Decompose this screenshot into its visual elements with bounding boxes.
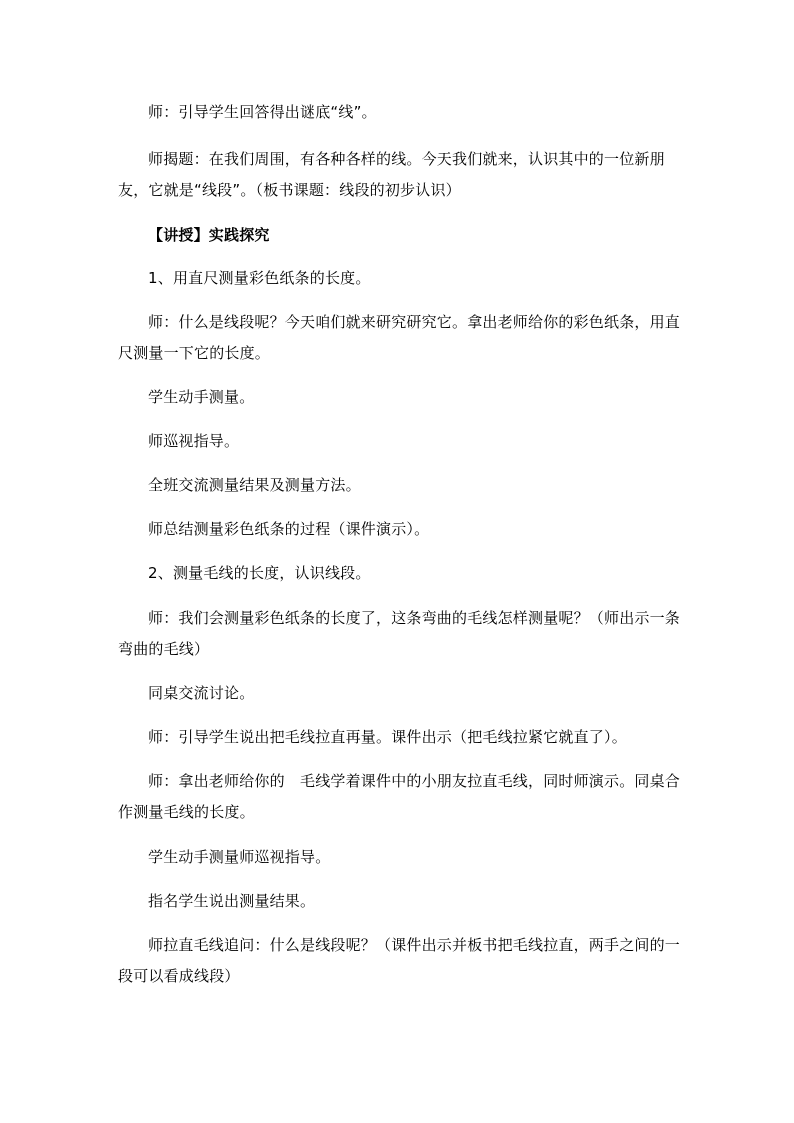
paragraph-1: 师：引导学生回答得出谜底“线”。 (148, 103, 377, 121)
paragraph-8: 师：我们会测量彩色纸条的长度了，这条弯曲的毛线怎样测量呢？（师出示一条弯曲的毛线） (118, 609, 681, 658)
paragraph-2: 师揭题：在我们周围，有各种各样的线。今天我们就来，认识其中的一位新朋友，它就是“线段”。（板书课题：线段的初步认识） (118, 150, 665, 199)
paragraph-3: 师：什么是线段呢？今天咱们就来研究研究它。拿出老师给你的彩色纸条，用直尺测量一下它的长度。 (118, 313, 681, 362)
paragraph-5: 师巡视指导。 (148, 432, 240, 450)
paragraph-10: 师：引导学生说出把毛线拉直再量。课件出示（把毛线拉紧它就直了）。 (148, 728, 627, 746)
paragraph-9: 同桌交流讨论。 (148, 684, 255, 702)
step-2-heading: 2、测量毛线的长度，认识线段。 (148, 564, 371, 582)
paragraph-12: 学生动手测量师巡视指导。 (148, 848, 331, 866)
paragraph-11: 师：拿出老师给你的 毛线学着课件中的小朋友拉直毛线，同时师演示。同桌合作测量毛线的长度。 (118, 772, 681, 821)
paragraph-13: 指名学生说出测量结果。 (148, 892, 316, 910)
paragraph-14: 师拉直毛线追问：什么是线段呢？（课件出示并板书把毛线拉直，两手之间的一段可以看成线段） (118, 936, 681, 985)
paragraph-4: 学生动手测量。 (148, 388, 255, 406)
step-1-heading: 1、用直尺测量彩色纸条的长度。 (148, 269, 371, 287)
section-heading: 【讲授】实践探究 (148, 226, 270, 244)
paragraph-6: 全班交流测量结果及测量方法。 (148, 476, 361, 494)
paragraph-7: 师总结测量彩色纸条的过程（课件演示）。 (148, 520, 430, 538)
